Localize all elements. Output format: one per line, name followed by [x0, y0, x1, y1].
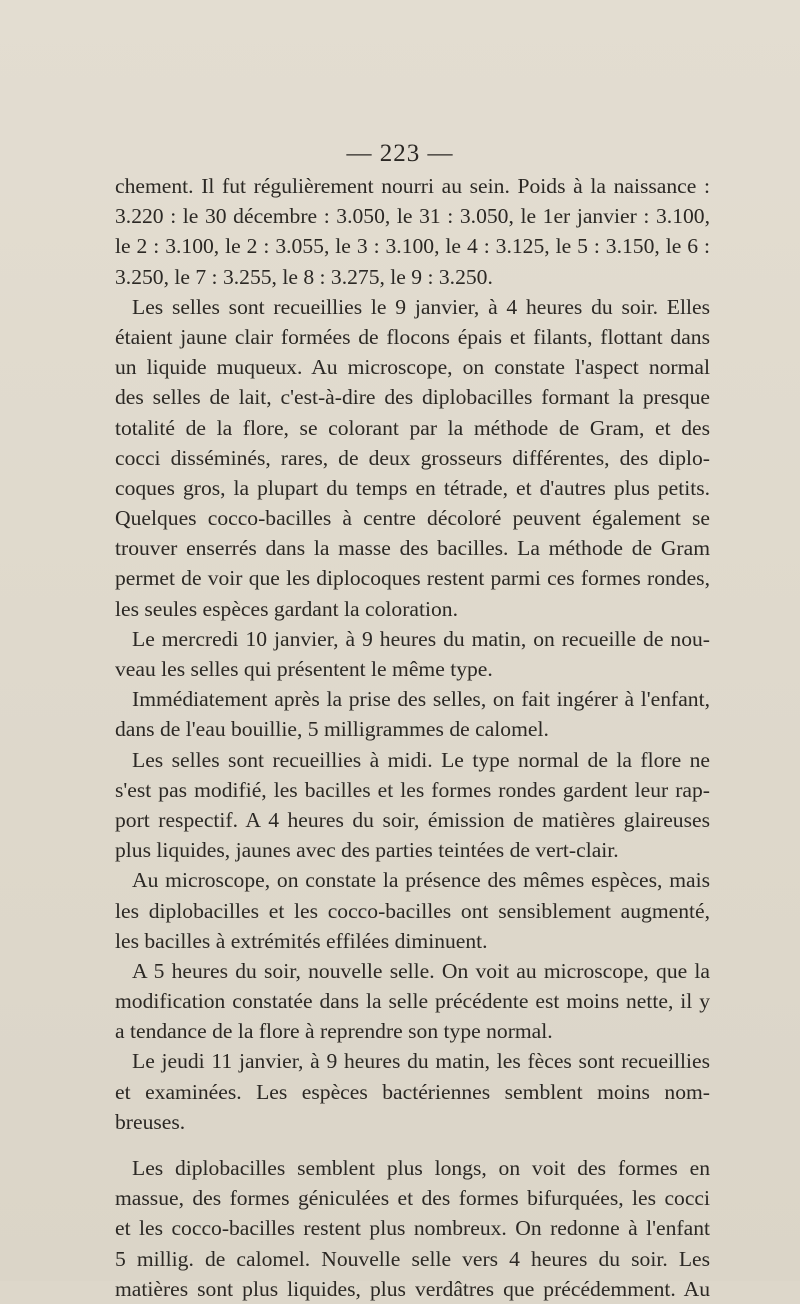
text-line: a tendance de la flore à reprendre son type normal.	[115, 1019, 553, 1044]
text-line: totalité de la flore, se colorant par la méthode de Gram, et des	[115, 415, 710, 440]
text-line: Quelques cocco-bacilles à centre décoloré peuvent également se	[115, 506, 710, 531]
text-line: coques gros, la plupart du temps en tétrade, et d'autres plus petits.	[115, 475, 710, 500]
text-line: 3.250, le 7 : 3.255, le 8 : 3.275, le 9 : 3.250.	[115, 264, 493, 289]
text-line: dans de l'eau bouillie, 5 milligrammes de calomel.	[115, 717, 549, 742]
text-line: étaient jaune clair formées de flocons épais et filants, flottant dans	[115, 324, 710, 349]
text-line: breuses.	[115, 1109, 186, 1134]
text-line: les bacilles à extrémités effilées diminuent.	[115, 928, 488, 953]
text-line: Au microscope, on constate la présence des mêmes espèces, mais	[132, 868, 710, 893]
text-line: veau les selles qui présentent le même type.	[115, 657, 493, 681]
body-text	[115, 171, 710, 1304]
page-number: — 223 —	[346, 140, 454, 167]
paragraph-gap	[115, 1137, 710, 1153]
text-line: des selles de lait, c'est-à-dire des diplobacilles formant la presque	[115, 385, 710, 410]
text-line: permet de voir que les diplocoques restent parmi ces formes rondes,	[115, 566, 710, 591]
text-line: Les selles sont recueillies à midi. Le type normal de la flore ne	[132, 747, 710, 772]
text-line: et examinées. Les espèces bactériennes semblent moins nom-	[115, 1079, 710, 1104]
text-line: modification constatée dans la selle précédente est moins nette, il y	[115, 989, 710, 1014]
text-line: et les cocco-bacilles restent plus nombreux. On redonne à l'enfant	[115, 1216, 710, 1241]
text-line: Immédiatement après la prise des selles, on fait ingérer à l'enfant,	[132, 687, 710, 712]
text-line: cocci disséminés, rares, de deux grosseurs différentes, des diplo-	[115, 445, 710, 470]
text-line: les seules espèces gardant la coloration.	[115, 596, 458, 621]
text-line: matières sont plus liquides, plus verdâtres que précédemment. Au	[115, 1276, 710, 1301]
text-line: massue, des formes géniculées et des formes bifurquées, les cocci	[115, 1186, 710, 1211]
text-line: les diplobacilles et les cocco-bacilles ont sensiblement augmenté,	[115, 898, 710, 923]
text-line: 3.220 : le 30 décembre : 3.050, le 31 : 3.050, le 1er janvier : 3.100,	[115, 204, 710, 229]
text-line: un liquide muqueux. Au microscope, on constate l'aspect normal	[115, 355, 710, 380]
text-line: Le jeudi 11 janvier, à 9 heures du matin, les fèces sont recueillies	[132, 1049, 710, 1074]
text-line: Les diplobacilles semblent plus longs, on voit des formes en	[132, 1156, 710, 1180]
text-line: 5 millig. de calomel. Nouvelle selle vers 4 heures du soir. Les	[115, 1246, 710, 1271]
text-line: le 2 : 3.100, le 2 : 3.055, le 3 : 3.100, le 4 : 3.125, le 5 : 3.150, le 6 :	[115, 234, 710, 259]
text-line: port respectif. A 4 heures du soir, émission de matières glaireuses	[115, 807, 710, 832]
text-line: trouver enserrés dans la masse des bacilles. La méthode de Gram	[115, 536, 710, 561]
text-line: s'est pas modifié, les bacilles et les formes rondes gardent leur rap-	[115, 777, 710, 802]
text-line: plus liquides, jaunes avec des parties teintées de vert-clair.	[115, 838, 619, 863]
text-line: chement. Il fut régulièrement nourri au sein. Poids à la naissance :	[115, 174, 710, 198]
text-line: A 5 heures du soir, nouvelle selle. On voit au microscope, que la	[132, 958, 710, 983]
text-line: Le mercredi 10 janvier, à 9 heures du matin, on recueille de nou-	[132, 626, 710, 651]
text-line: Les selles sont recueillies le 9 janvier, à 4 heures du soir. Elles	[132, 294, 710, 319]
